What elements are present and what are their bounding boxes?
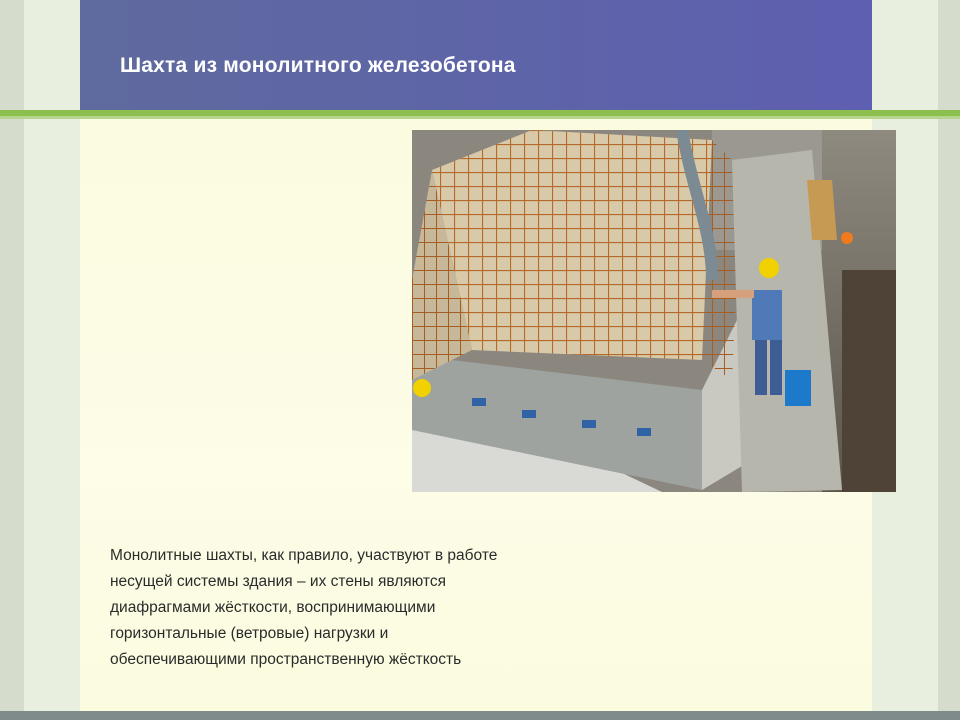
- body-line: горизонтальные (ветровые) нагрузки и: [110, 625, 389, 642]
- slide-header: [80, 0, 872, 110]
- slide-title: Шахта из монолитного железобетона: [120, 54, 516, 77]
- bottom-bar: [0, 711, 960, 720]
- left-margin: [24, 0, 80, 720]
- body-line: несущей системы здания – их стены являются: [110, 573, 447, 590]
- left-border: [0, 0, 24, 720]
- right-border: [938, 0, 960, 720]
- construction-site-photo: [412, 130, 896, 492]
- body-line: Монолитные шахты, как правило, участвуют в работе: [110, 547, 498, 564]
- body-line: обеспечивающими пространственную жёсткость: [110, 651, 462, 668]
- body-line: диафрагмами жёсткости, воспринимающими: [110, 599, 436, 616]
- slide-body-text: [110, 543, 580, 673]
